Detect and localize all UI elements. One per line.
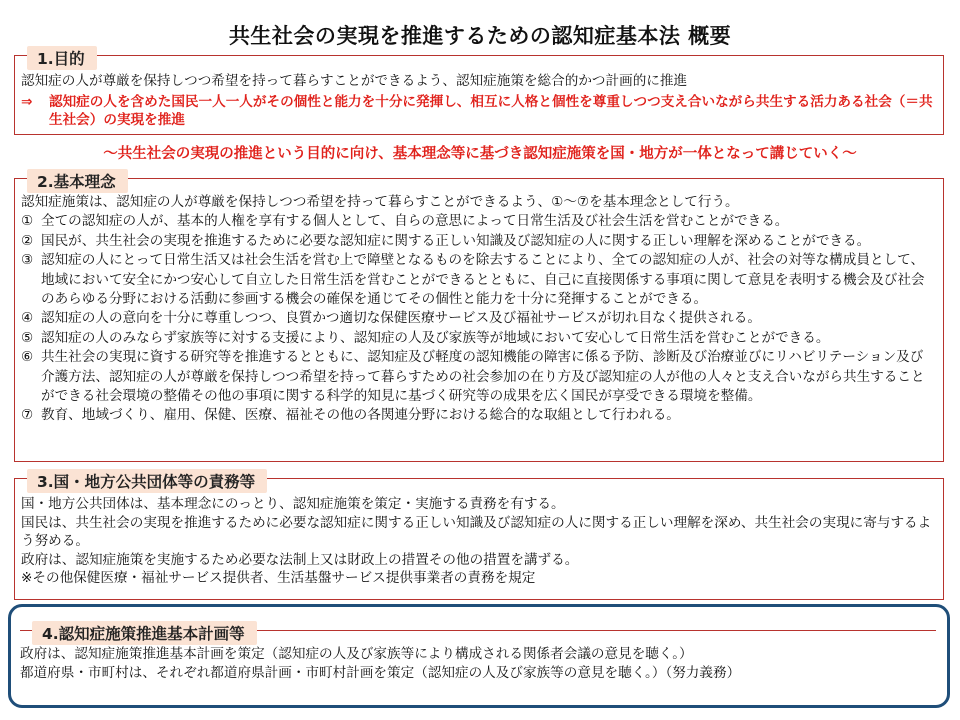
item-number: ⑤: [21, 329, 34, 346]
item-number: ④: [21, 310, 34, 327]
item-number: ⑦: [21, 407, 34, 424]
principle-item: 認知症の人にとって日常生活又は社会生活を営む上で障壁となるものを除去することにより、全ての認知症の人が、社会の対等な構成員として、地域において安全にかつ安心して自立した日常生活を営むことができるとともに、自己に直接関係する事項に関して意見を表明する機会及び社会のあらゆる分野における活動に参画する機会の確保を通じてその個性と能力を十分に発揮することができる。: [41, 252, 925, 308]
item-number: ③: [21, 252, 34, 269]
section-responsibilities: [14, 473, 944, 600]
principle-item: 認知症の人のみならず家族等に対する支援により、認知症の人及び家族等が地域において安心して日常生活を営むことができる。: [41, 329, 830, 346]
purpose-goal: 認知症の人を含めた国民一人一人がその個性と能力を十分に発揮し、相互に人格と個性を尊重しつつ支え合いながら共生する活力ある社会（＝共生社会）の実現を推進: [49, 93, 933, 129]
plan-line: 都道府県・市町村は、それぞれ都道府県計画・市町村計画を策定（認知症の人及び家族等の意見を聴く。）（努力義務）: [20, 664, 741, 681]
plan-line: 政府は、認知症施策推進基本計画を策定（認知症の人及び家族等により構成される関係者会議の意見を聴く。）: [20, 646, 693, 662]
item-number: ②: [21, 232, 34, 249]
responsibility-line: 国民は、共生社会の実現を推進するために必要な認知症に関する正しい知識及び認知症の人に関する正しい理解を深め、共生社会の実現に寄与するよう努める。: [21, 514, 932, 550]
purpose-line: 認知症の人が尊厳を保持しつつ希望を持って暮らすことができるよう、認知症施策を総合的かつ計画的に推進: [21, 73, 688, 89]
section-label: 4.認知症施策推進基本計画等: [32, 621, 257, 645]
arrow-icon: ⇒: [21, 93, 33, 110]
responsibility-line: 国・地方公共団体は、基本理念にのっとり、認知症施策を策定・実施する責務を有する。: [21, 496, 565, 512]
item-number: ①: [21, 213, 34, 230]
principle-item: 教育、地域づくり、雇用、保健、医療、福祉その他の各関連分野における総合的な取組として行われる。: [41, 407, 680, 424]
section-principles: [14, 173, 944, 462]
section-label: 1.目的: [27, 46, 97, 70]
principles-intro: 認知症施策は、認知症の人が尊厳を保持しつつ希望を持って暮らすことができるよう、①～⑦を基本理念として行う。: [21, 194, 739, 210]
section-basic-plan: [20, 625, 936, 698]
responsibility-line: 政府は、認知症施策を実施するため必要な法制上又は財政上の措置その他の措置を講ずる。: [21, 551, 579, 568]
principle-item: 認知症の人の意向を十分に尊重しつつ、良質かつ適切な保健医療サービス及び福祉サービスが切れ目なく提供される。: [41, 310, 761, 327]
section-label: 3.国・地方公共団体等の責務等: [27, 469, 267, 493]
policy-banner: ～共生社会の実現の推進という目的に向け、基本理念等に基づき認知症施策を国・地方が一体となって講じていく～: [103, 146, 857, 162]
principle-item: 国民が、共生社会の実現を推進するために必要な認知症に関する正しい知識及び認知症の人に関する正しい理解を深めることができる。: [41, 232, 871, 249]
item-number: ⑥: [21, 349, 34, 366]
section-label: 2.基本理念: [27, 169, 128, 193]
section-purpose: [14, 50, 944, 135]
principle-item: 全ての認知症の人が、基本的人権を享有する個人として、自らの意思によって日常生活及び社会生活を営むことができる。: [41, 213, 789, 230]
principle-item: 共生社会の実現に資する研究等を推進するとともに、認知症及び軽度の認知機能の障害に係る予防、診断及び治療並びにリハビリテーション及び介護方法、認知症の人が尊厳を保持しつつ希望を持って暮らすための社会参加の在り方及び認知症の人が他の人々と支え合いながら共生することができる社会環境の整備その他の事項に関する科学的知見に基づく研究等の成果を広く国民が享受できる環境を整備。: [41, 349, 925, 405]
responsibility-line: ※その他保健医療・福祉サービス提供者、生活基盤サービス提供事業者の責務を規定: [21, 570, 536, 587]
page-title: 共生社会の実現を推進するための認知症基本法 概要: [228, 24, 732, 48]
